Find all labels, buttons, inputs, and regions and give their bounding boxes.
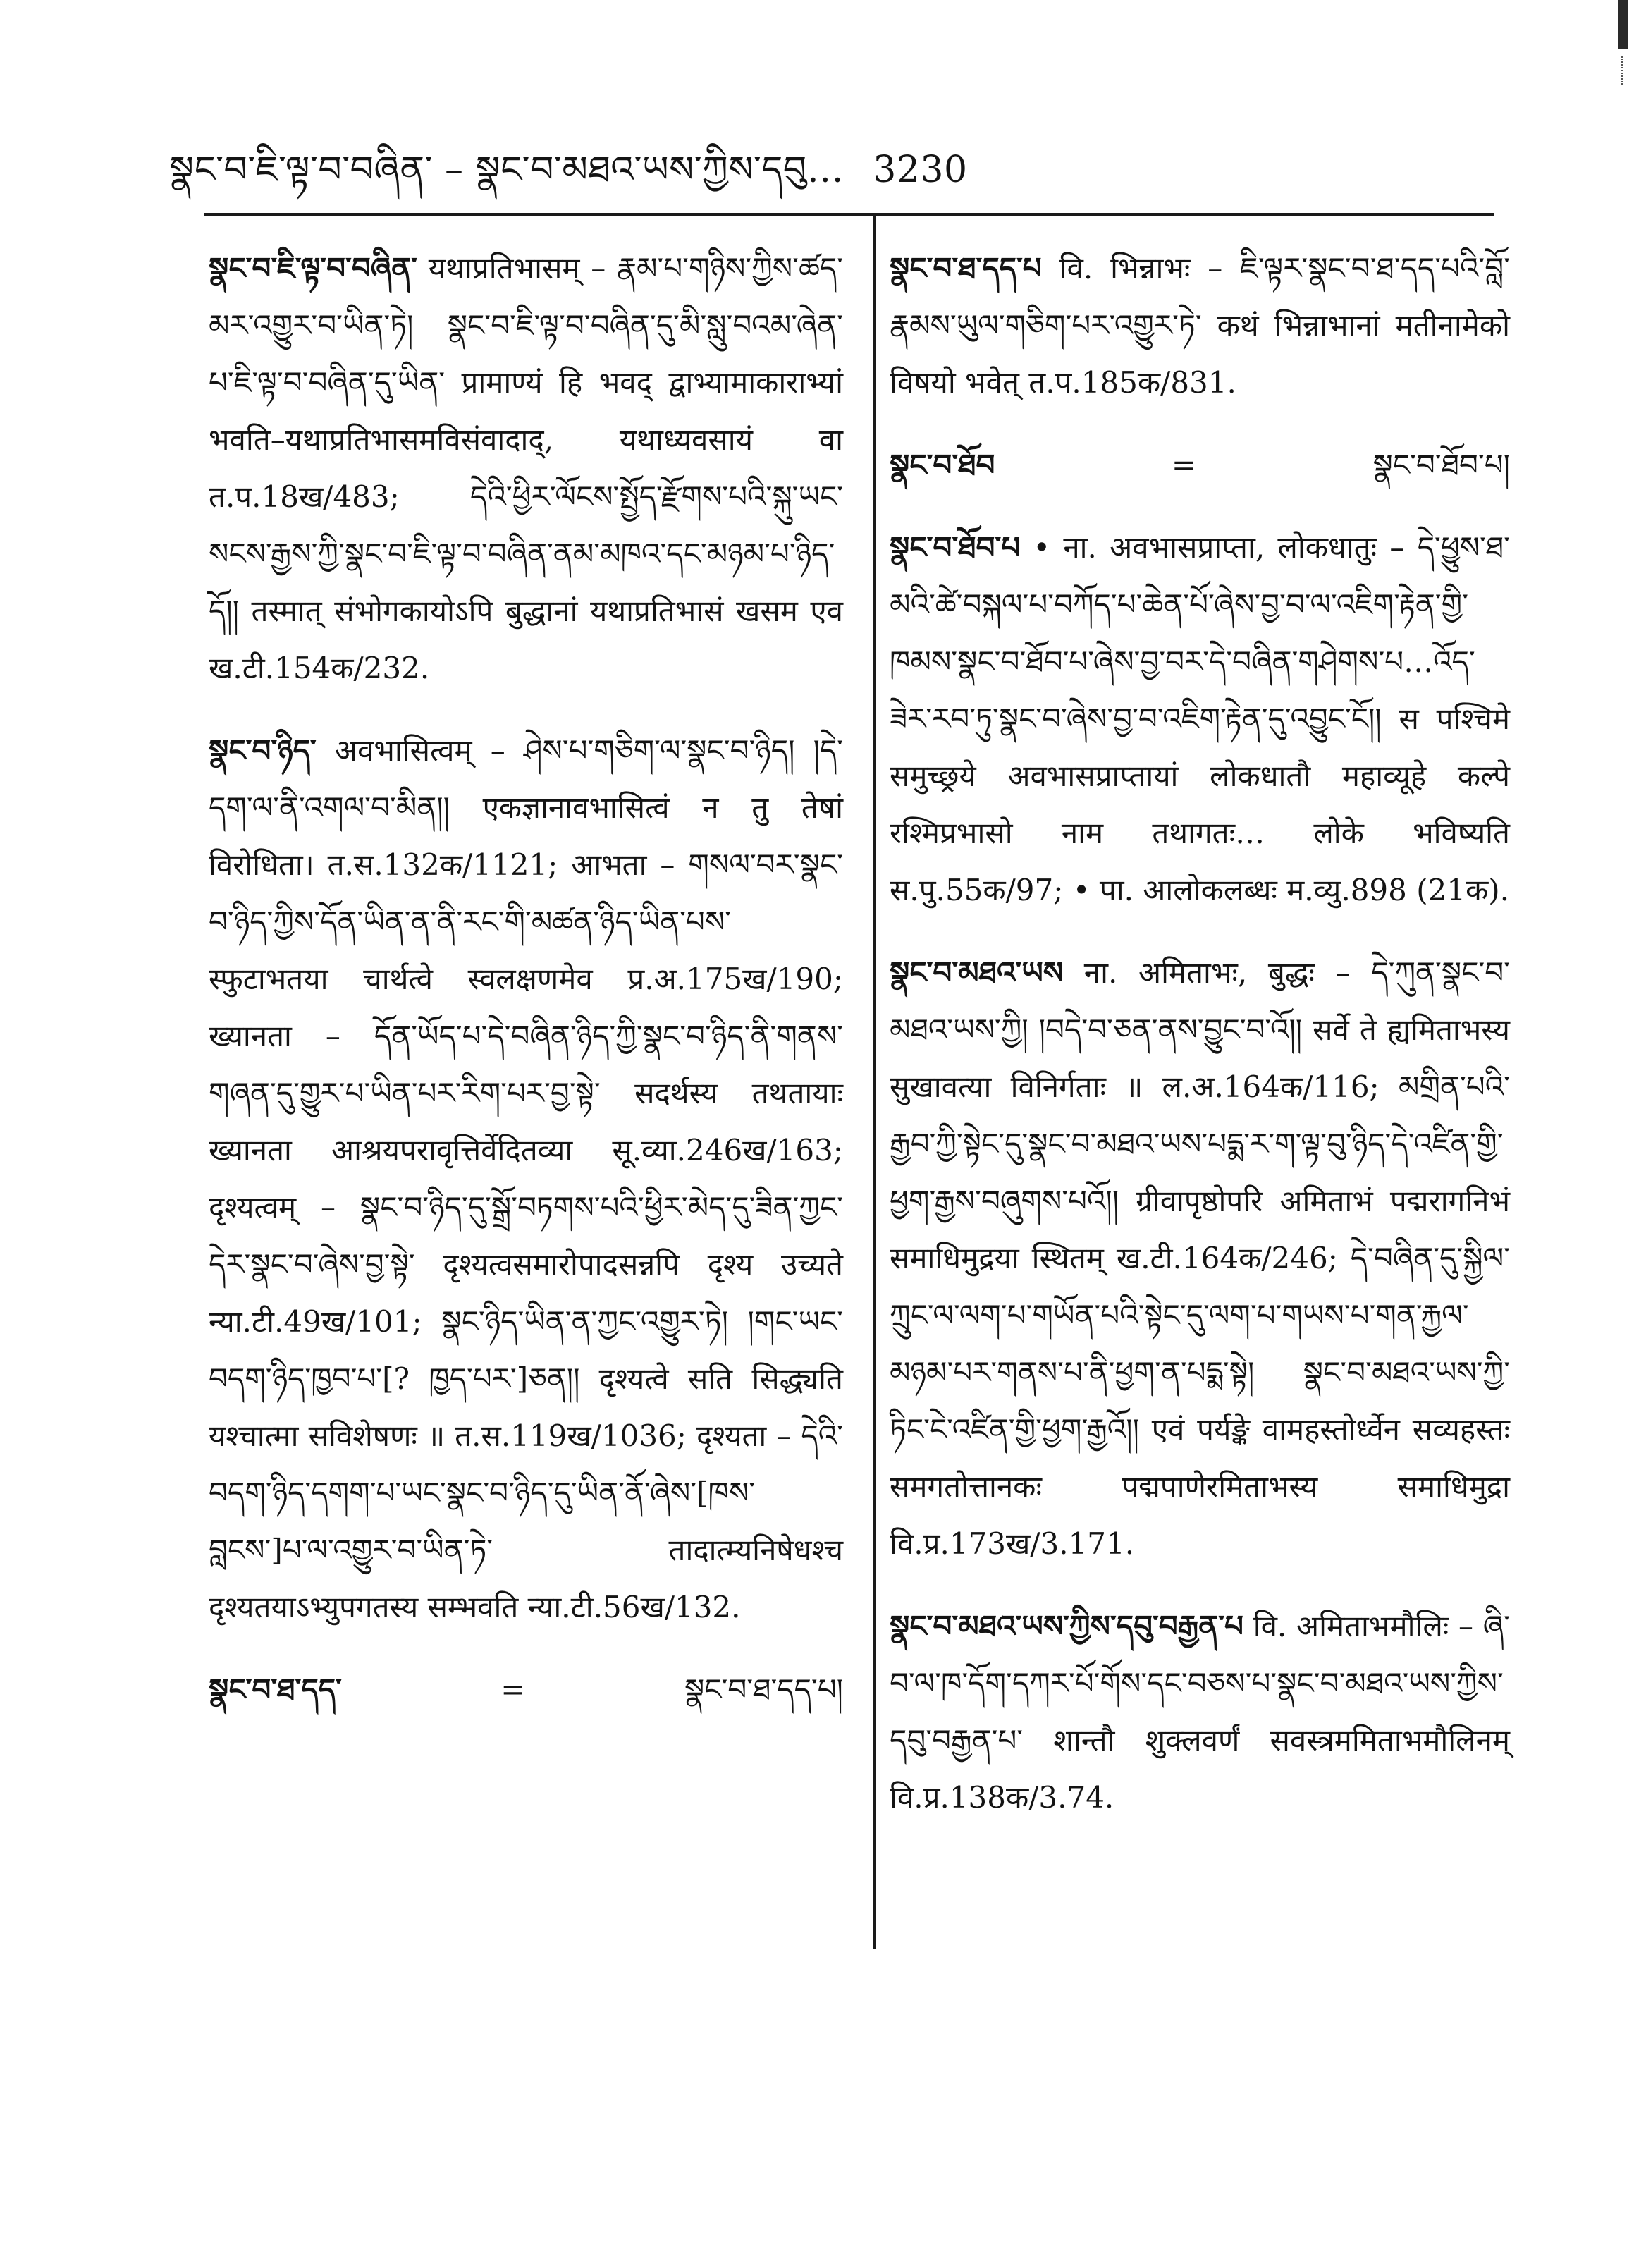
page-number: 3230	[873, 149, 968, 191]
column-divider	[873, 214, 876, 1949]
entry-text: यथाप्रतिभासम् – རྣམ་པ་གཉིས་ཀྱིས་ཚད་མར་འགྱུར་བ་ཡིན་ཏེ། སྣང་བ་ཇི་ལྟ་བ་བཞིན་དུ་མི་སླུ་བའམ་ཞེན་པ་ཇི་ལྟ་བ་བཞིན་དུ་ཡིན་ प्रामाण्यं हि भवद् द्वाभ्यामाकाराभ्यां भवति–यथाप्रतिभासमविसंवादाद्, यथाध्यवसायं वा त.प.18ख/483; དེའི་ཕྱིར་ལོངས་སྤྱོད་རྫོགས་པའི་སྐུ་ཡང་སངས་རྒྱས་ཀྱི་སྣང་བ་ཇི་ལྟ་བ་བཞིན་ནམ་མཁའ་དང་མཉམ་པ་ཉིད་དོ།། तस्मात् संभोगकायोऽपि बुद्धानां यथाप्रतिभासं खसम एव ख.टी.154क/232.	[209, 251, 843, 685]
edge-mark	[1618, 0, 1628, 49]
left-column	[209, 240, 843, 1743]
entry-headword: སྣང་བ་ཐོབ	[890, 448, 995, 482]
cross-reference-entry	[209, 1661, 843, 1718]
entry-text: वि. अमिताभमौलिः – ཞི་བ་ལ་ཁ་དོག་དཀར་པོ་གོས་དང་བཅས་པ་སྣང་བ་མཐའ་ཡས་ཀྱིས་དབུ་བརྒྱན་པ་ शान्तौ शुक्लवर्णं सवस्त्रममिताभमौलिनम् वि.प्र.138क/3.74.	[890, 1609, 1510, 1815]
dictionary-entry	[890, 1598, 1510, 1826]
equals-sign: =	[500, 1672, 526, 1707]
cross-reference-target: སྣང་བ་ཐ་དད་པ།	[684, 1672, 843, 1707]
right-column	[890, 240, 1510, 1851]
edge-dots	[1621, 56, 1630, 85]
entry-headword: སྣང་བ་ཇི་ལྟ་བ་བཞིན་	[209, 251, 418, 286]
entry-headword: སྣང་བ་མཐའ་ཡས	[890, 955, 1064, 990]
cross-reference-entry	[890, 436, 1510, 494]
entry-text: वि. भिन्नाभः – ཇི་ལྟར་སྣང་བ་ཐ་དད་པའི་བློ་རྣམས་ཡུལ་གཅིག་པར་འགྱུར་ཏེ་ कथं भिन्नाभानां मतीनामेको विषयो भवेत् त.प.185क/831.	[890, 251, 1510, 400]
dictionary-entry	[209, 240, 843, 697]
entry-headword: སྣང་བ་ཐོབ་པ	[890, 530, 1021, 565]
dictionary-entry	[890, 944, 1510, 1572]
dictionary-entry	[890, 240, 1510, 411]
header-rule	[204, 213, 1494, 216]
running-header	[169, 138, 968, 202]
dictionary-entry	[890, 519, 1510, 919]
equals-sign: =	[1171, 448, 1197, 482]
entry-headword: སྣང་བ་ཐ་དད་	[209, 1672, 342, 1707]
header-title: སྣང་བ་ཇི་ལྟ་བ་བཞིན་ – སྣང་བ་མཐའ་ཡས་ཀྱིས་དབུ…	[169, 149, 844, 191]
entry-text: ना. अमिताभः, बुद्धः – དེ་ཀུན་སྣང་བ་མཐའ་ཡས་ཀྱི། །བདེ་བ་ཅན་ནས་བྱུང་བ་འོ།། सर्वे ते ह्यमिताभस्य सुखावत्या विनिर्गताः ॥ ल.अ.164क/116; མགྲིན་པའི་རྒྱབ་ཀྱི་སྟེང་དུ་སྣང་བ་མཐའ་ཡས་པདྨ་ར་ག་ལྟ་བུ་ཉིད་དེ་འཛིན་གྱི་ཕྱག་རྒྱས་བཞུགས་པའོ།། ग्रीवापृष्ठोपरि अमिताभं पद्मरागनिभं समाधिमुद्रया स्थितम् ख.टी.164क/246; དེ་བཞིན་དུ་སྐྱིལ་ཀྲུང་ལ་ལག་པ་གཡོན་པའི་སྟེང་དུ་ལག་པ་གཡས་པ་གན་རྐྱལ་མཉམ་པར་གནས་པ་ནི་ཕྱག་ན་པདྨ་སྟེ། སྣང་བ་མཐའ་ཡས་ཀྱི་ཏིང་ངེ་འཛིན་གྱི་ཕྱག་རྒྱའོ།། एवं पर्यङ्के वामहस्तोर्ध्वेन सव्यहस्तः समगतोत्तानकः पद्मपाणेरमिताभस्य समाधिमुद्रा वि.प्र.173ख/3.171.	[890, 955, 1510, 1561]
entry-headword: སྣང་བ་མཐའ་ཡས་ཀྱིས་དབུ་བརྒྱན་པ	[890, 1609, 1243, 1643]
entry-text: • ना. अवभासप्राप्ता, लोकधातुः – དེ་ཕྱུས་ཐ་མའི་ཚེ་བསྐལ་པ་བཀོད་པ་ཆེན་པོ་ཞེས་བྱ་བ་ལ་འཇིག་རྟེན་གྱི་ཁམས་སྣང་བ་ཐོབ་པ་ཞེས་བྱ་བར་དེ་བཞིན་གཤེགས་པ…འོད་ཟེར་རབ་ཏུ་སྣང་བ་ཞེས་བྱ་བ་འཇིག་རྟེན་དུ་འབྱུང་ངོ།། स पश्चिमे समुच्छ्रये अवभासप्राप्तायां लोकधातौ महाव्यूहे कल्पे रश्मिप्रभासो नाम तथागतः… लोके भविष्यति स.पु.55क/97; • पा. आलोकलब्धः म.व्यु.898 (21क).	[890, 530, 1510, 907]
dictionary-entry	[209, 722, 843, 1636]
entry-headword: སྣང་བ་ཐ་དད་པ	[890, 251, 1042, 286]
entry-text: अवभासित्वम् – ཤེས་པ་གཅིག་ལ་སྣང་བ་ཉིད། །དེ་དག་ལ་ནི་འགལ་བ་མིན།། एकज्ञानावभासित्वं न तु तेषां विरोधिता। त.स.132क/1121; आभता – གསལ་བར་སྣང་བ་ཉིད་ཀྱིས་དོན་ཡིན་ན་ནི་རང་གི་མཚན་ཉིད་ཡིན་པས་ स्फुटाभतया चार्थत्वे स्वलक्षणमेव प्र.अ.175ख/190; ख्यानता – དོན་ཡོད་པ་དེ་བཞིན་ཉིད་ཀྱི་སྣང་བ་ཉིད་ནི་གནས་གཞན་དུ་གྱུར་པ་ཡིན་པར་རིག་པར་བྱ་སྟེ་ सदर्थस्य तथतायाः ख्यानता आश्रयपरावृत्तिर्वेदितव्या सू.व्या.246ख/163; दृश्यत्वम् – སྣང་བ་ཉིད་དུ་སྒྲོ་བཏགས་པའི་ཕྱིར་མེད་དུ་ཟིན་ཀྱང་དེར་སྣང་བ་ཞེས་བྱ་སྟེ་ दृश्यत्वसमारोपादसन्नपि दृश्य उच्यते न्या.टी.49ख/101; སྣང་ཉིད་ཡིན་ན་ཀྱང་འགྱུར་ཏེ། །གང་ཡང་བདག་ཉིད་ཁྱབ་པ་[? ཁྱད་པར་]ཅན།། दृश्यत्वे सति सिद्ध्यति यश्चात्मा सविशेषणः ॥ त.स.119ख/1036; दृश्यता – དེའི་བདག་ཉིད་དགག་པ་ཡང་སྣང་བ་ཉིད་དུ་ཡིན་ནོ་ཞེས་[ཁས་བླངས་]པ་ལ་འགྱུར་བ་ཡིན་ཏེ་ तादात्म्यनिषेधश्च दृश्यतयाऽभ्युपगतस्य सम्भवति न्या.टी.56ख/132.	[209, 733, 843, 1624]
entry-headword: སྣང་བ་ཉིད་	[209, 733, 317, 768]
cross-reference-target: སྣང་བ་ཐོབ་པ།	[1372, 448, 1510, 482]
